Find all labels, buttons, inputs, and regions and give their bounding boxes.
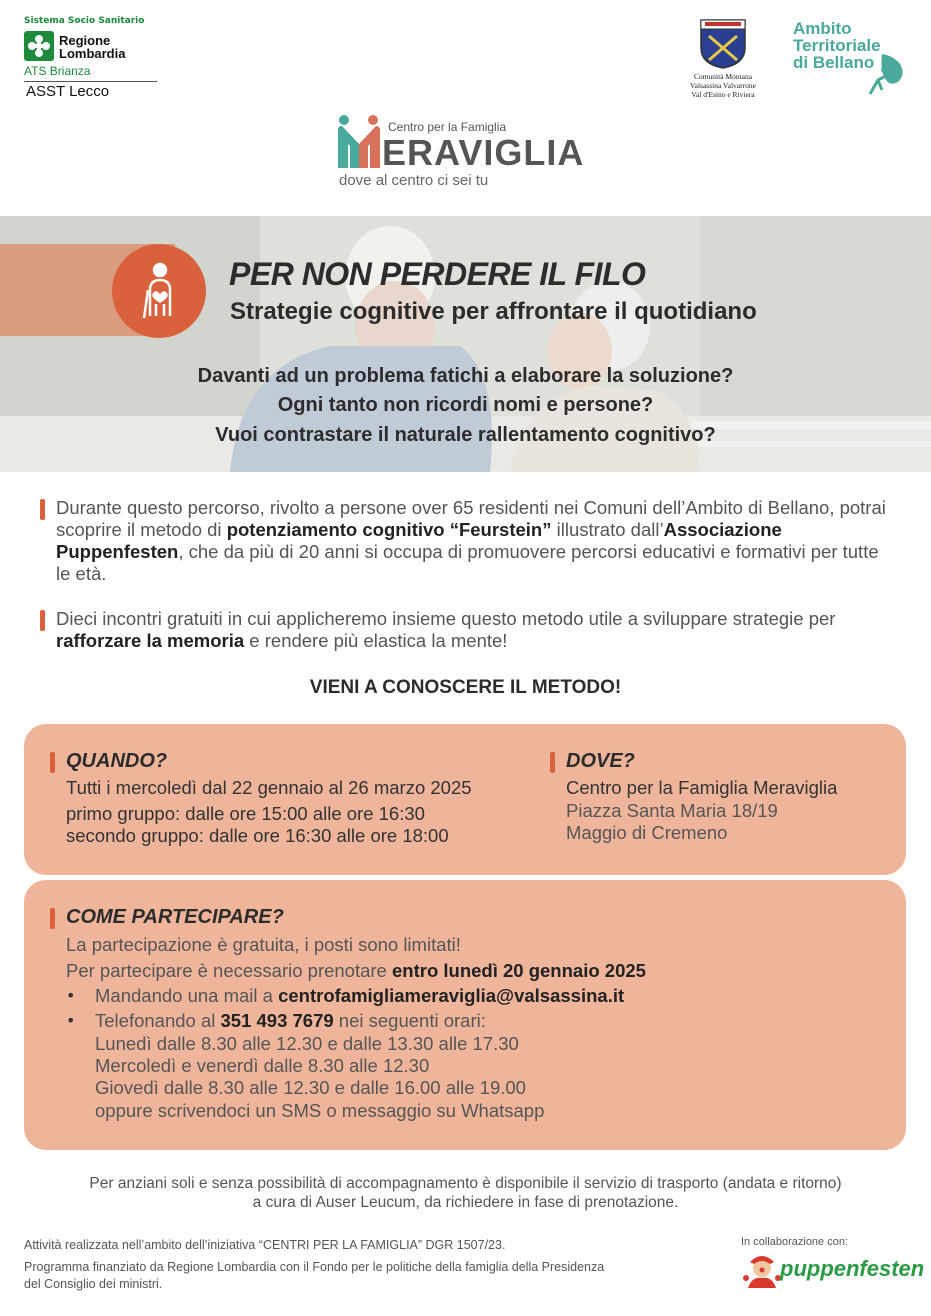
quando-title: QUANDO?	[66, 750, 168, 772]
partecipare-free: La partecipazione è gratuita, i posti sono limitati!	[66, 934, 461, 955]
transport-note-1: Per anziani soli e senza possibilità di accompagnamento è disponibile il servizio di trasporto (andata e ritorno)	[89, 1175, 842, 1192]
divider	[24, 81, 157, 82]
accent-bar	[50, 752, 55, 773]
bullet-icon: •	[66, 1011, 76, 1030]
bullet-icon: •	[66, 986, 76, 1005]
transport-note-2: a cura di Auser Leucum, da richiedere in fase di prenotazione.	[252, 1194, 679, 1211]
hero-question-3: Vuoi contrastare il naturale rallentamento cognitivo?	[215, 424, 716, 446]
meraviglia-subtitle: Centro per la Famiglia	[388, 120, 507, 134]
hero-title: PER NON PERDERE IL FILO	[229, 256, 646, 292]
elderly-person-icon	[112, 244, 206, 338]
hero-question-2: Ogni tanto non ricordi nomi e persone?	[277, 394, 654, 416]
meraviglia-name: ERAVIGLIA	[382, 132, 585, 173]
regione-lombardia-name: Regione Lombardia	[59, 33, 126, 61]
hero-question-1: Davanti ad un problema fatichi a elaborare la soluzione?	[197, 365, 734, 387]
accent-bar	[550, 752, 555, 773]
quando-group-2: secondo gruppo: dalle ore 16:30 alle ore 18:00	[66, 825, 449, 846]
footer-funding-2: del Consiglio dei ministri.	[24, 1277, 163, 1291]
puppenfesten-logo-text: puppenfesten	[780, 1256, 925, 1281]
asst-label: ASST Lecco	[26, 83, 110, 100]
hero-banner	[0, 216, 931, 472]
quando-group-1: primo gruppo: dalle ore 15:00 alle ore 16:30	[66, 803, 425, 824]
regione-lombardia-logo-icon	[24, 31, 54, 61]
meraviglia-m-icon	[336, 114, 382, 168]
collaboration-label: In collaborazione con:	[741, 1236, 849, 1248]
call-to-action: VIENI A CONOSCERE IL METODO!	[309, 677, 622, 698]
intro-paragraph: Durante questo percorso, rivolto a persone over 65 residenti nei Comuni dell’Ambito di Bellano, potrai scoprire il metodo di potenziamento cognitivo “Feurstein” illustrato dall’Associazione Puppenfesten, che da più di 20 anni si occupa di promuovere percorsi educativi e formativi per tutte le età.	[56, 497, 886, 584]
partecipare-email: Mandando una mail a centrofamigliameraviglia@valsassina.it	[95, 985, 625, 1006]
accent-bar	[40, 499, 45, 520]
partecipare-title: COME PARTECIPARE?	[66, 906, 284, 928]
lake-figure-icon	[860, 50, 906, 96]
hours-monday: Lunedì dalle 8.30 alle 12.30 e dalle 13.30 alle 17.30	[95, 1033, 519, 1054]
comunita-montana-text: Comunità Montana Valsassina Valvarrone Val d'Esino e Riviera	[690, 72, 756, 99]
puppenfesten-clown-icon	[742, 1254, 782, 1290]
partecipare-deadline: Per partecipare è necessario prenotare entro lunedì 20 gennaio 2025	[66, 960, 646, 981]
dove-title: DOVE?	[566, 750, 635, 772]
dove-address-2: Maggio di Cremeno	[566, 822, 728, 843]
dove-address-1: Piazza Santa Maria 18/19	[566, 800, 778, 821]
ats-label: ATS Brianza	[24, 64, 91, 78]
hours-sms: oppure scrivendoci un SMS o messaggio su Whatsapp	[95, 1100, 545, 1121]
dove-place: Centro per la Famiglia Meraviglia	[566, 777, 838, 798]
footer-initiative: Attività realizzata nell’ambito dell’iniziativa “CENTRI PER LA FAMIGLIA” DGR 1507/23.	[24, 1238, 506, 1252]
sistema-label: Sistema Socio Sanitario	[24, 16, 145, 26]
partecipare-phone: Telefonando al 351 493 7679 nei seguenti orari:	[95, 1010, 486, 1031]
footer-funding-1: Programma finanziato da Regione Lombardia con il Fondo per le politiche della famiglia della Presidenza	[24, 1260, 605, 1274]
accent-bar	[50, 908, 55, 929]
hours-wed-fri: Mercoledì e venerdì dalle 8.30 alle 12.30	[95, 1055, 430, 1076]
ambito-bellano-logo-text: Ambito Territoriale di Bellano	[793, 19, 881, 72]
comunita-montana-shield-icon	[699, 18, 747, 70]
accent-bar	[40, 610, 45, 631]
quando-dates: Tutti i mercoledì dal 22 gennaio al 26 marzo 2025	[66, 777, 472, 798]
hours-thursday: Giovedì dalle 8.30 alle 12.30 e dalle 16.00 alle 19.00	[95, 1077, 526, 1098]
meraviglia-tagline: dove al centro ci sei tu	[339, 172, 489, 189]
hero-subtitle: Strategie cognitive per affrontare il quotidiano	[230, 298, 757, 325]
incontri-paragraph: Dieci incontri gratuiti in cui applicheremo insieme questo metodo utile a sviluppare strategie per rafforzare la memoria e rendere più elastica la mente!	[56, 608, 836, 651]
